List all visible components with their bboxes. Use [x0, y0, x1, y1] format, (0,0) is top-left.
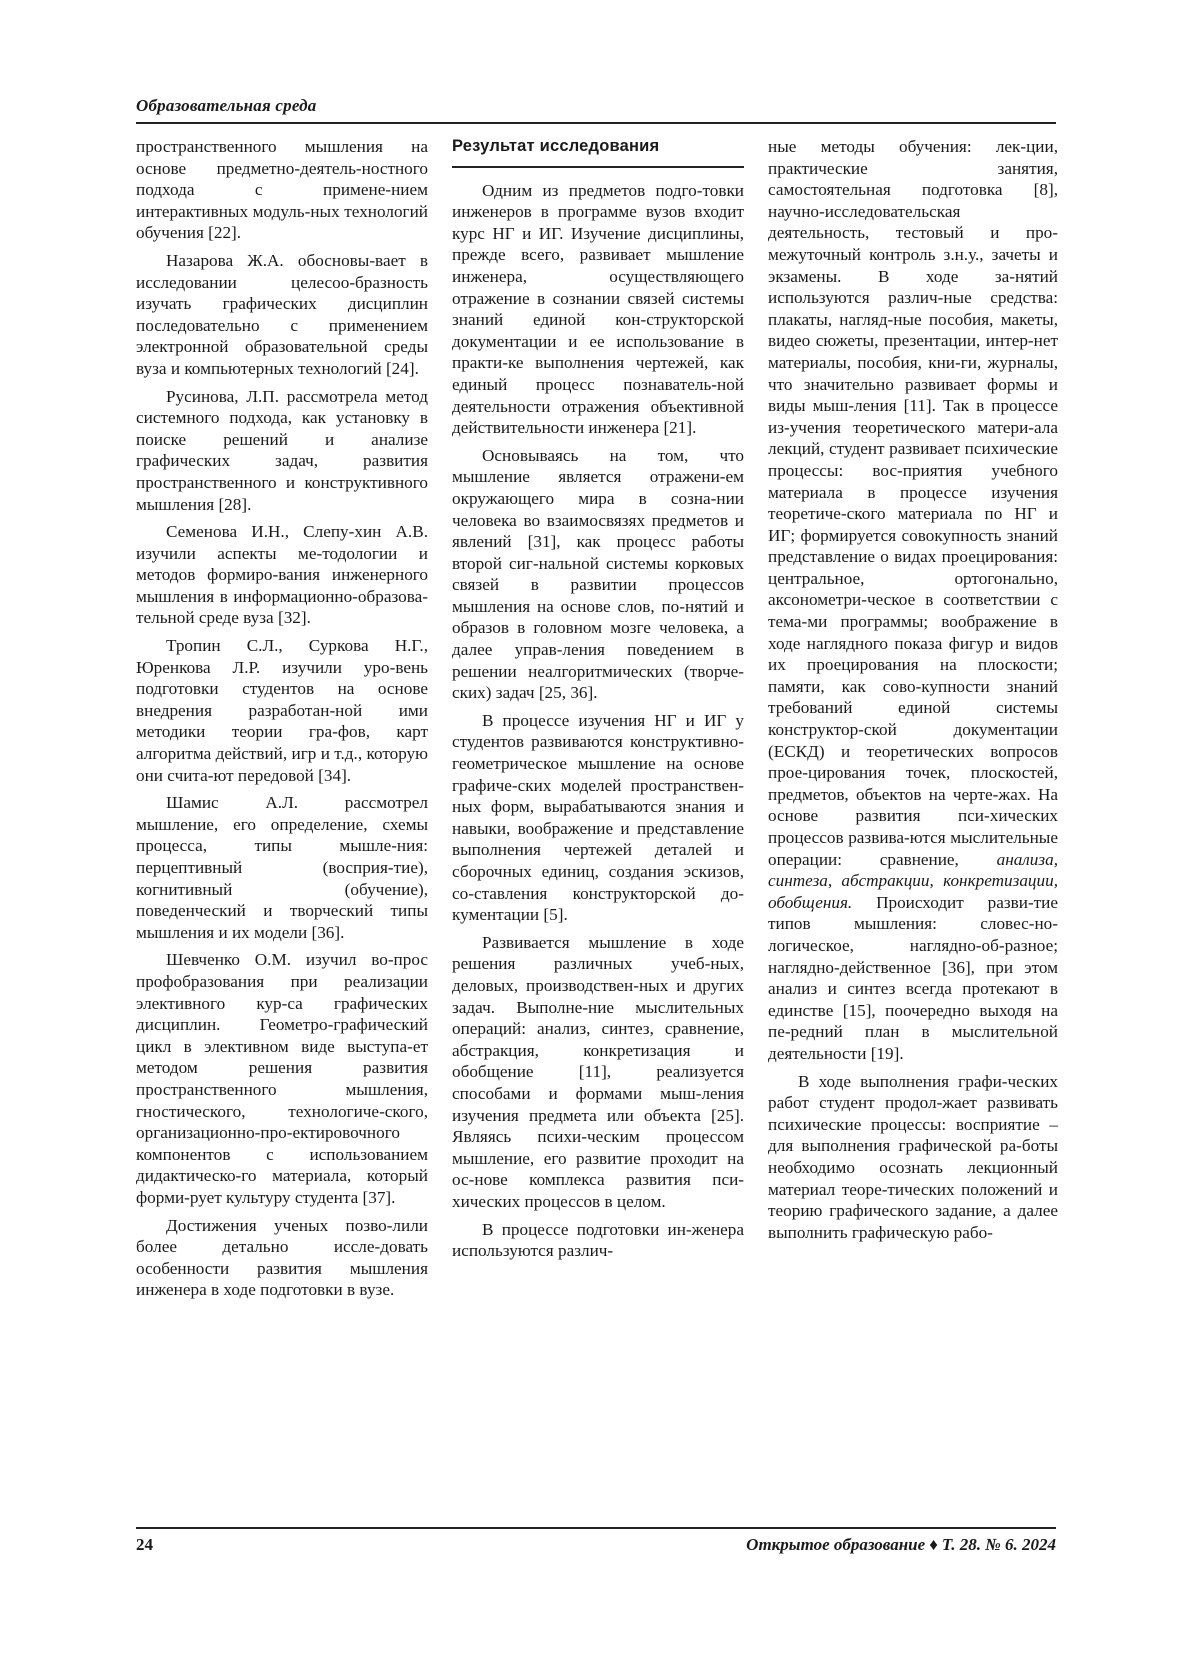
italic-terms: анализа, синтеза, абстракции, конкретизации, обобщения. [768, 849, 1058, 912]
paragraph: Тропин С.Л., Суркова Н.Г., Юренкова Л.Р. изучили уро-вень подготовки студентов на основе внедрения разработан-ной ими методики теории гра-фов, карт алгоритма действий, игр и т.д., которую они счита-ют передовой [34]. [136, 636, 428, 785]
column-middle [452, 136, 744, 1262]
paragraph-text: ные методы обучения: лек-ции, практические занятия, самостоятельная подготовка [8], научно-исследовательская деятельность, тестовый и про-межуточный контроль з.н.у., зачеты и экзамены. В ходе за-нятий используются различ-ные средства: плакаты, нагляд-ные пособия, макеты, видео сюжеты, презентации, интер-нет материалы, пособия, кни-ги, журналы, что значительно развивает формы и виды мыш-ления [11]. Так в процессе из-учения теоретического матери-ала лекций, студент развивает психические процессы: вос-приятия учебного материала в процессе изучения теоретиче-ского материала по НГ и ИГ; формируется совокупность знаний представление о видах проецирования: центральное, ортогонально, аксонометри-ческое в соответствии с тема-ми программы; воображение в ходе наглядного показа фигур и видов их проецирования на плоскости; памяти, как сово-купности знаний требований единой системы конструктор-ской документации (ЕСКД) и теоретических вопросов прое-цирования точек, плоскостей, предметов, объектов на черте-жах. На основе развития пси-хических процессов развива-ются мыслительные операции: сравнение, [768, 137, 1058, 869]
paragraph: Назарова Ж.А. обосновы-вает в исследовании целесоо-бразность изучать графических дисциплин последовательно с применением электронной образовательной среды вуза и компьютерных технологий [24]. [136, 250, 428, 378]
paragraph: Семенова И.Н., Слепу-хин А.В. изучили аспекты ме-тодологии и методов формиро-вания инженерного мышления в информационно-образова-тельной среде вуза [32]. [136, 522, 428, 628]
paragraph-text: Происходит разви-тие типов мышления: словес-но-логическое, наглядно-об-разное; наглядно-действенное [36], при этом анализ и синтез всегда протекают в единстве [15], поочередно выходя на пе-редний план в мыслительной деятельности [19]. [768, 892, 1058, 1063]
diamond-icon: ♦ [929, 1535, 938, 1554]
paragraph: пространственного мышления на основе предметно-деятель-ностного подхода с примене-нием интерактивных модуль-ных технологий обучения [22]. [136, 137, 428, 243]
paragraph: В процессе подготовки ин-женера используются различ- [452, 1219, 744, 1261]
paragraph: Основываясь на том, что мышление является отражени-ем окружающего мира в созна-нии человека во взаимосвязях предметов и явлений [31], как процесс работы второй сиг-нальной системы корковых связей в развитии процессов мышления на основе слов, по-нятий и образов в головном мозге человека, а далее управ-ления поведением в решении неалгоритмических (творче-ских) задач [25, 36]. [452, 445, 744, 703]
section-heading: Результат исследования [452, 136, 744, 168]
running-footer [136, 1527, 1056, 1559]
paragraph: В ходе выполнения графи-ческих работ студент продол-жает развивать психические процессы: восприятие – для выполнения графической ра-боты необходимо осознать лекционный материал теоре-тических положений и теорию графического задание, а далее выполнить графическую рабо- [768, 1071, 1058, 1242]
paragraph: Развивается мышление в ходе решения различных учеб-ных, деловых, производствен-ных и других задач. Выполне-ние мыслительных операций: анализ, синтез, сравнение, абстракция, конкретизация и обобщение [11], реализуется способами и формами мыш-ления изучения предмета или объекта [25]. Являясь психи-ческим процессом мышление, его развитие проходит на ос-нове комплекса развития пси-хических процессов в целом. [452, 932, 744, 1211]
journal-issue: Т. 28. № 6. 2024 [941, 1535, 1056, 1554]
page-number: 24 [136, 1535, 153, 1554]
paragraph: Русинова, Л.П. рассмотрела метод системного подхода, как установку в поиске решений и анализе графических задач, развития пространственного и конструктивного мышления [28]. [136, 386, 428, 514]
paragraph: Шевченко О.М. изучил во-прос профобразования при реализации элективного кур-са графических дисциплин. Геометро-графический цикл в элективном виде выступа-ет методом решения развития пространственного мышления, гностического, технологиче-ского, организационно-про-ектировочного компонентов с использованием дидактическо-го материала, который форми-рует культуру студента [37]. [136, 950, 428, 1207]
column-right [768, 136, 1058, 1243]
paragraph [768, 136, 1058, 1065]
paragraph: Достижения ученых позво-лили более детально иссле-довать особенности развития мышления инженера в ходе подготовки в вузе. [136, 1215, 428, 1300]
section-title: Образовательная среда [136, 96, 317, 115]
running-header [136, 92, 1056, 124]
paragraph: Одним из предметов подго-товки инженеров в программе вузов входит курс НГ и ИГ. Изучение дисциплины, прежде всего, развивает мышление инженера, осуществляющего отражение в сознании связей системы знаний единой кон-структорской документации и ее использование в практи-ке выполнения чертежей, как единый процесс познаватель-ной деятельности отражения объективной действительности инженера [21]. [452, 180, 744, 438]
paragraph: В процессе изучения НГ и ИГ у студентов развиваются конструктивно-геометрическое мышление на основе графиче-ских моделей пространствен-ных форм, вырабатываются знания и навыки, воображение и представление выполнения чертежей деталей и сборочных единиц, создания эскизов, со-ставления конструкторской до-кументации [5]. [452, 710, 744, 925]
paragraph: Шамис А.Л. рассмотрел мышление, его определение, схемы процесса, типы мышле-ния: перцептивный (восприя-тие), когнитивный (обучение), поведенческий и творческий типы мышления и их модели [36]. [136, 793, 428, 942]
column-left [136, 136, 428, 1301]
journal-name: Открытое образование [746, 1535, 926, 1554]
journal-citation [746, 1535, 1056, 1555]
